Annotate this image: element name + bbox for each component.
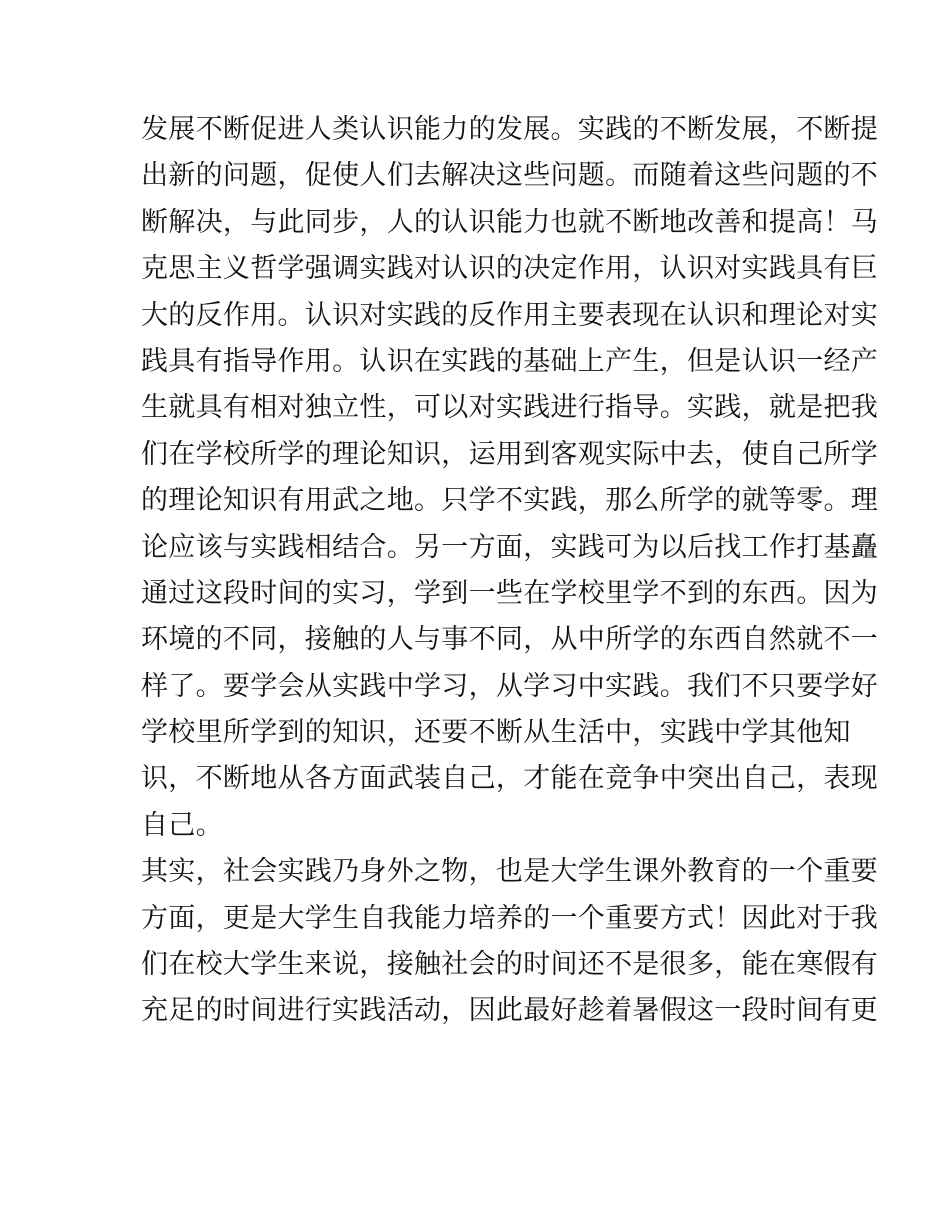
text-line-1: 发展不断促进人类认识能力的发展。实践的不断发展，不断提 [141, 114, 879, 145]
text-line-16: 自己。 [141, 809, 223, 841]
text-line-7: 生就具有相对独立性，可以对实践进行指导。实践，就是把我 [141, 392, 879, 424]
text-line-8: 们在学校所学的理论知识，运用到客观实际中去，使自己所学 [141, 438, 879, 470]
text-line-9: 的理论知识有用武之地。只学不实践，那么所学的就等零。理 [141, 485, 879, 517]
text-line-5: 大的反作用。认识对实践的反作用主要表现在认识和理论对实 [141, 299, 879, 331]
text-line-11: 通过这段时间的实习，学到一些在学校里学不到的东西。因为 [141, 577, 879, 609]
text-line-3: 断解决，与此同步，人的认识能力也就不断地改善和提高！马 [141, 206, 879, 238]
text-line-10: 论应该与实践相结合。另一方面，实践可为以后找工作打基矗 [141, 531, 879, 563]
text-line-18: 方面，更是大学生自我能力培养的一个重要方式！因此对于我 [141, 902, 879, 934]
text-line-13: 样了。要学会从实践中学习，从学习中实践。我们不只要学好 [141, 670, 879, 702]
text-line-20: 充足的时间进行实践活动，因此最好趁着暑假这一段时间有更 [141, 995, 879, 1027]
text-line-15: 识，不断地从各方面武装自己，才能在竞争中突出自己，表现 [141, 763, 879, 795]
text-line-6: 践具有指导作用。认识在实践的基础上产生，但是认识一经产 [141, 345, 879, 377]
text-line-4: 克思主义哲学强调实践对认识的决定作用，认识对实践具有巨 [141, 253, 879, 285]
text-line-14: 学校里所学到的知识，还要不断从生活中，实践中学其他知 [141, 717, 851, 749]
text-line-2: 出新的问题，促使人们去解决这些问题。而随着这些问题的不 [141, 160, 879, 192]
text-line-12: 环境的不同，接触的人与事不同，从中所学的东西自然就不一 [141, 624, 879, 656]
body-text [141, 107, 879, 1035]
text-line-19: 们在校大学生来说，接触社会的时间还不是很多，能在寒假有 [141, 949, 879, 981]
text-line-17: 其实，社会实践乃身外之物，也是大学生课外教育的一个重要 [141, 856, 879, 888]
